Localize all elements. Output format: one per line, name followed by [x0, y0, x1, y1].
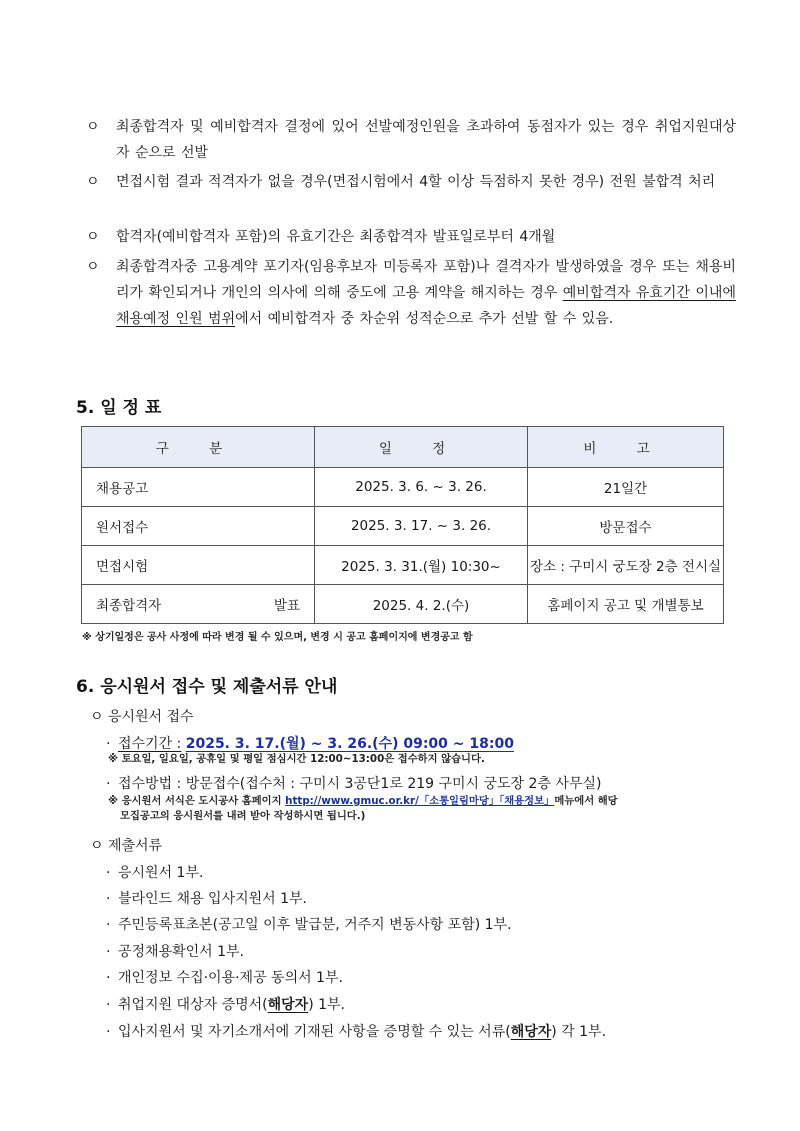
bullet-no-qualified — [86, 169, 736, 195]
circle-marker: ㅇ — [86, 119, 100, 135]
bullet-text: 최종합격자 및 예비합격자 결정에 있어 선발예정인원을 초과하여 동점자가 있는 경우 취업지원대상자 순으로 선발 — [116, 119, 736, 161]
bullet-text: 합격자(예비합격자 포함)의 유효기간은 최종합격자 발표일로부터 4개월 — [116, 229, 556, 245]
table-row: 면접시험 2025. 3. 31.(월) 10:30~ 장소 : 구미시 궁도장 2층 전시실 — [82, 546, 724, 585]
underlined-text: 예비합격자 유효기간 이내에 채용예정 인원 범위 — [116, 285, 736, 327]
section-5-title: 5. 일 정 표 — [76, 398, 162, 418]
circle-marker: ㅇ — [86, 259, 100, 275]
circle-marker: ㅇ — [86, 229, 100, 245]
section-6-title: 6. 응시원서 접수 및 제출서류 안내 — [76, 677, 338, 697]
list-item: · 취업지원 대상자 증명서(해당자) 1부. — [106, 997, 345, 1013]
table-row: 원서접수 2025. 3. 17. ~ 3. 26. 방문접수 — [82, 507, 724, 546]
header-category: 구 분 — [82, 427, 315, 468]
receipt-method: · 접수방법 : 방문접수(접수처 : 구미시 3공단1로 219 구미시 궁도장 2층 사무실) — [106, 776, 602, 792]
bullet-text: 면접시험 결과 적격자가 없을 경우(면접시험에서 4할 이상 득점하지 못한 경우) 전원 불합격 처리 — [116, 174, 716, 190]
bullet-reserve-hire — [86, 254, 736, 332]
bullet-validity — [86, 224, 736, 250]
bullet-text: 최종합격자중 고용계약 포기자(임용후보자 미등록자 포함)나 결격자가 발생하였을 경우 또는 채용비리가 확인되거나 개인의 의사에 의해 중도에 고용 계약을 해지하는 경우 예비합격자 유효기간 이내에 채용예정 인원 범위에서 예비합격자 중 차순위 성적순으로 추가 선발 할 수 있음. — [116, 259, 736, 327]
receipt-period-note: ※ 토요일, 일요일, 공휴일 및 평일 점심시간 12:00~13:00은 접수하지 않습니다. — [108, 753, 485, 765]
documents-heading: ㅇ 제출서류 — [90, 838, 163, 854]
list-item: · 주민등록표초본(공고일 이후 발급분, 거주지 변동사항 포함) 1부. — [106, 917, 512, 933]
schedule-table — [81, 426, 724, 624]
circle-marker: ㅇ — [86, 174, 100, 190]
table-row: 채용공고 2025. 3. 6. ~ 3. 26. 21일간 — [82, 468, 724, 507]
header-date: 일 정 — [315, 427, 528, 468]
list-item: · 블라인드 채용 입사지원서 1부. — [106, 891, 307, 907]
form-download-note: ※ 응시원서 서식은 도시공사 홈페이지 http://www.gmuc.or.kr/「소통일림마당」「채용정보」메뉴에서 해당 모집공고의 응시원서를 내려 받아 작성하시면 됩니다.) — [108, 795, 618, 822]
schedule-footnote: ※ 상기일정은 공사 사정에 따라 변경 될 수 있으며, 변경 시 공고 홈페이지에 변경공고 함 — [82, 632, 473, 643]
receipt-period-value: 2025. 3. 17.(월) ~ 3. 26.(수) 09:00 ~ 18:00 — [185, 736, 514, 752]
list-item: · 개인정보 수집·이용·제공 동의서 1부. — [106, 970, 343, 986]
receipt-period: · 접수기간 : 2025. 3. 17.(월) ~ 3. 26.(수) 09:00 ~ 18:00 — [106, 736, 514, 752]
list-item: · 입사지원서 및 자기소개서에 기재된 사항을 증명할 수 있는 서류(해당자) 각 1부. — [106, 1024, 607, 1040]
receipt-heading: ㅇ 응시원서 접수 — [90, 709, 194, 725]
list-item: · 공정채용확인서 1부. — [106, 944, 244, 960]
header-remarks: 비 고 — [528, 427, 724, 468]
list-item: · 응시원서 1부. — [106, 865, 204, 881]
homepage-link[interactable]: http://www.gmuc.or.kr/「소통일림마당」「채용정보」 — [285, 795, 555, 807]
bullet-tiebreak — [86, 114, 736, 166]
table-row: 최종합격자 발표 2025. 4. 2.(수) 홈페이지 공고 및 개별통보 — [82, 585, 724, 624]
